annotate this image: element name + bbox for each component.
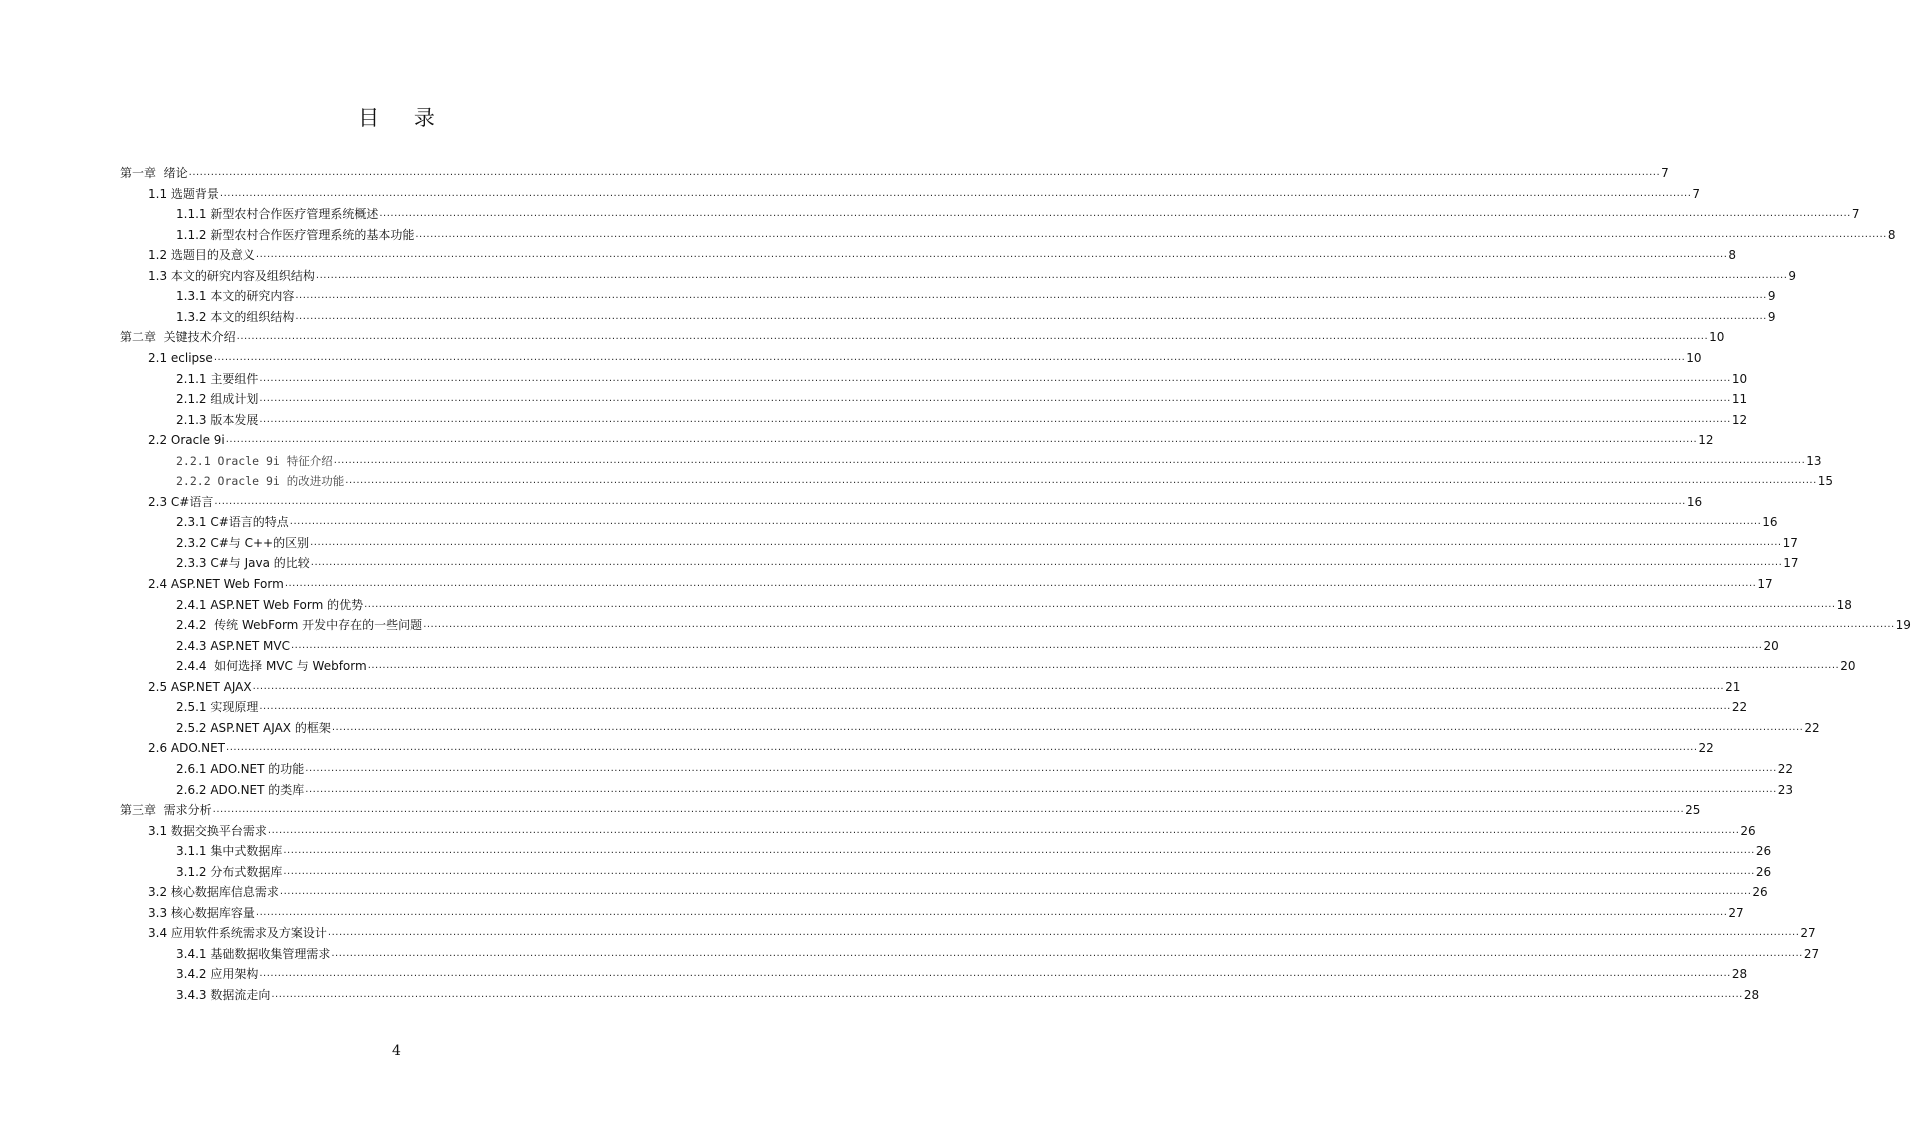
toc-entry-page: 9 bbox=[1788, 268, 1797, 283]
toc-leader-dots: ................................................................................................................................................................................................................................................................................................................................................................................................................ bbox=[284, 578, 1757, 589]
toc-leader-dots: ................................................................................................................................................................................................................................................................................................................................................................................................................ bbox=[345, 475, 1817, 487]
toc-leader-dots: ................................................................................................................................................................................................................................................................................................................................................................................................................ bbox=[333, 454, 1806, 466]
toc-leader-dots: ................................................................................................................................................................................................................................................................................................................................................................................................................ bbox=[255, 249, 1728, 261]
toc-entry-label: 1.3.1 本文的研究内容 bbox=[176, 289, 295, 304]
toc-entry[interactable] bbox=[148, 263, 1797, 283]
toc-entry-label: 2.4.1 ASP.NET Web Form 的优势 bbox=[176, 597, 364, 612]
toc-entry-page: 22 bbox=[1777, 761, 1794, 776]
toc-leader-dots: ................................................................................................................................................................................................................................................................................................................................................................................................................ bbox=[259, 393, 1731, 405]
toc-entry-page: 27 bbox=[1728, 905, 1744, 920]
toc-entry-page: 17 bbox=[1782, 535, 1798, 550]
toc-entry-page: 18 bbox=[1836, 597, 1852, 612]
toc-entry-page: 15 bbox=[1817, 474, 1834, 489]
toc-entry-page: 10 bbox=[1731, 371, 1748, 386]
toc-entry[interactable] bbox=[176, 982, 1760, 1002]
toc-entry[interactable] bbox=[176, 407, 1748, 427]
toc-entry-page: 26 bbox=[1755, 864, 1772, 879]
toc-entry-label: 3.2 核心数据库信息需求 bbox=[148, 885, 279, 900]
toc-leader-dots: ................................................................................................................................................................................................................................................................................................................................................................................................................ bbox=[259, 413, 1731, 425]
toc-entry-page: 7 bbox=[1851, 207, 1860, 222]
toc-entry[interactable] bbox=[176, 550, 1799, 571]
toc-leader-dots: ................................................................................................................................................................................................................................................................................................................................................................................................................ bbox=[415, 228, 1887, 240]
toc-entry-page: 23 bbox=[1777, 782, 1794, 797]
toc-leader-dots: ................................................................................................................................................................................................................................................................................................................................................................................................................ bbox=[423, 619, 1895, 631]
toc-entry-label: 2.6.1 ADO.NET 的功能 bbox=[176, 761, 305, 776]
toc-entry-label: 2.4.4 如何选择 MVC 与 Webform bbox=[176, 659, 367, 674]
toc-entry[interactable] bbox=[176, 859, 1772, 879]
toc-leader-dots: ................................................................................................................................................................................................................................................................................................................................................................................................................ bbox=[283, 865, 1755, 877]
toc-entry[interactable] bbox=[176, 222, 1896, 242]
toc-entry-label: 2.3.1 C#语言的特点 bbox=[176, 515, 289, 530]
toc-entry[interactable] bbox=[176, 283, 1776, 304]
toc-entry[interactable] bbox=[176, 530, 1798, 550]
toc-entry-page: 7 bbox=[1661, 166, 1669, 180]
toc-entry-label: 1.3.2 本文的组织结构 bbox=[176, 309, 295, 324]
toc-entry-page: 16 bbox=[1686, 494, 1703, 509]
toc-entry[interactable] bbox=[176, 592, 1852, 612]
toc-entry[interactable] bbox=[148, 571, 1773, 591]
toc-leader-dots: ................................................................................................................................................................................................................................................................................................................................................................................................................ bbox=[295, 290, 1767, 302]
toc-entry[interactable] bbox=[148, 900, 1744, 920]
toc-entry-label: 2.4.2 传统 WebForm 开发中存在的一些问题 bbox=[176, 618, 423, 633]
toc-entry[interactable] bbox=[120, 324, 1725, 345]
toc-leader-dots: ................................................................................................................................................................................................................................................................................................................................................................................................................ bbox=[315, 269, 1788, 281]
toc-leader-dots: ................................................................................................................................................................................................................................................................................................................................................................................................................ bbox=[226, 742, 1698, 754]
toc-entry[interactable] bbox=[176, 715, 1820, 735]
toc-leader-dots: ................................................................................................................................................................................................................................................................................................................................................................................................................ bbox=[267, 824, 1740, 836]
toc-entry-label: 2.3 C#语言 bbox=[148, 494, 214, 509]
toc-entry-label: 1.2 选题目的及意义 bbox=[148, 248, 255, 263]
toc-entry[interactable] bbox=[176, 612, 1911, 633]
toc-leader-dots: ................................................................................................................................................................................................................................................................................................................................................................................................................ bbox=[295, 310, 1767, 322]
toc-entry[interactable] bbox=[148, 879, 1768, 900]
toc-entry-page: 28 bbox=[1743, 988, 1760, 1002]
toc-entry-page: 27 bbox=[1800, 926, 1816, 941]
toc-entry[interactable] bbox=[176, 941, 1820, 961]
toc-leader-dots: ................................................................................................................................................................................................................................................................................................................................................................................................................ bbox=[236, 331, 1709, 343]
toc-entry[interactable] bbox=[176, 448, 1822, 468]
toc-entry-page: 20 bbox=[1840, 659, 1856, 674]
toc-entry[interactable] bbox=[148, 489, 1703, 509]
toc-entry[interactable] bbox=[176, 838, 1772, 859]
toc-entry[interactable] bbox=[176, 468, 1834, 489]
toc-entry-label: 2.2 Oracle 9i bbox=[148, 433, 225, 448]
toc-entry-label: 3.4.1 基础数据收集管理需求 bbox=[176, 946, 331, 961]
toc-entry[interactable] bbox=[176, 201, 1860, 222]
toc-entry[interactable] bbox=[176, 653, 1856, 674]
toc-leader-dots: ................................................................................................................................................................................................................................................................................................................................................................................................................ bbox=[271, 989, 1743, 1000]
toc-entry-label: 第二章 关键技术介绍 bbox=[120, 330, 236, 345]
toc-entry-label: 2.5.2 ASP.NET AJAX 的框架 bbox=[176, 720, 331, 735]
toc-entry-label: 3.1 数据交换平台需求 bbox=[148, 823, 267, 838]
toc-leader-dots: ................................................................................................................................................................................................................................................................................................................................................................................................................ bbox=[364, 598, 1836, 610]
toc-leader-dots: ................................................................................................................................................................................................................................................................................................................................................................................................................ bbox=[279, 886, 1752, 898]
toc-entry[interactable] bbox=[148, 345, 1702, 365]
toc-entry-page: 9 bbox=[1767, 289, 1776, 304]
toc-entry-label: 3.4.3 数据流走向 bbox=[176, 988, 271, 1002]
toc-leader-dots: ................................................................................................................................................................................................................................................................................................................................................................................................................ bbox=[252, 680, 1725, 692]
toc-entry[interactable] bbox=[148, 735, 1714, 756]
toc-entry-page: 8 bbox=[1887, 227, 1896, 242]
toc-entry-page: 26 bbox=[1752, 885, 1768, 900]
toc-entry[interactable] bbox=[176, 366, 1748, 386]
toc-entry[interactable] bbox=[148, 427, 1714, 448]
toc-entry-page: 10 bbox=[1686, 350, 1702, 365]
toc-entry-label: 2.4 ASP.NET Web Form bbox=[148, 577, 284, 591]
toc-entry-page: 12 bbox=[1698, 433, 1714, 448]
toc-leader-dots: ................................................................................................................................................................................................................................................................................................................................................................................................................ bbox=[331, 947, 1803, 959]
toc-entry[interactable] bbox=[176, 756, 1794, 776]
toc-entry-label: 第三章 需求分析 bbox=[120, 803, 212, 818]
toc-entry-label: 2.1.2 组成计划 bbox=[176, 392, 259, 407]
toc-entry-page: 19 bbox=[1895, 618, 1911, 633]
toc-entry[interactable] bbox=[176, 633, 1779, 653]
toc-leader-dots: ................................................................................................................................................................................................................................................................................................................................................................................................................ bbox=[291, 639, 1763, 651]
toc-leader-dots: ................................................................................................................................................................................................................................................................................................................................................................................................................ bbox=[259, 968, 1731, 980]
toc-entry-label: 3.1.2 分布式数据库 bbox=[176, 864, 283, 879]
toc-entry-page: 8 bbox=[1728, 248, 1737, 263]
toc-leader-dots: ................................................................................................................................................................................................................................................................................................................................................................................................................ bbox=[212, 804, 1685, 816]
toc-entry-label: 3.4.2 应用架构 bbox=[176, 967, 259, 982]
toc-entry-page: 9 bbox=[1767, 309, 1776, 324]
toc-leader-dots: ................................................................................................................................................................................................................................................................................................................................................................................................................ bbox=[305, 762, 1777, 774]
toc-entry[interactable] bbox=[148, 242, 1737, 263]
toc-leader-dots: ................................................................................................................................................................................................................................................................................................................................................................................................................ bbox=[310, 557, 1783, 569]
toc-entry-page: 22 bbox=[1698, 741, 1714, 756]
toc-leader-dots: ................................................................................................................................................................................................................................................................................................................................................................................................................ bbox=[367, 660, 1840, 672]
toc-entry-label: 2.1.3 版本发展 bbox=[176, 412, 259, 427]
toc-entry-label: 3.1.1 集中式数据库 bbox=[176, 844, 283, 859]
toc-entry[interactable] bbox=[176, 777, 1794, 797]
toc-entry-page: 12 bbox=[1731, 412, 1748, 427]
toc-leader-dots: ................................................................................................................................................................................................................................................................................................................................................................................................................ bbox=[214, 495, 1686, 507]
toc-entry-label: 2.1.1 主要组件 bbox=[176, 371, 259, 386]
toc-entry-label: 1.1.1 新型农村合作医疗管理系统概述 bbox=[176, 207, 379, 222]
toc-entry-label: 2.3.2 C#与 C++的区别 bbox=[176, 535, 310, 550]
toc-entry-label: 3.4 应用软件系统需求及方案设计 bbox=[148, 926, 327, 941]
toc-entry-page: 22 bbox=[1731, 700, 1748, 715]
toc-entry-page: 28 bbox=[1731, 967, 1748, 982]
toc-entry-page: 17 bbox=[1783, 556, 1799, 571]
toc-entry-page: 10 bbox=[1709, 330, 1725, 345]
toc-entry-page: 16 bbox=[1762, 515, 1778, 530]
toc-entry[interactable] bbox=[176, 304, 1776, 324]
toc-entry[interactable] bbox=[176, 386, 1748, 407]
toc-entry-label: 2.6.2 ADO.NET 的类库 bbox=[176, 782, 305, 797]
toc-entry-label: 2.5.1 实现原理 bbox=[176, 700, 259, 715]
toc-entry-label: 2.4.3 ASP.NET MVC bbox=[176, 638, 290, 653]
toc-entry-page: 27 bbox=[1803, 946, 1820, 961]
toc-entry-label: 2.2.2 Oracle 9i 的改进功能 bbox=[176, 474, 345, 489]
toc-entry-label: 2.5 ASP.NET AJAX bbox=[148, 679, 252, 694]
toc-entry[interactable] bbox=[176, 961, 1748, 982]
toc-entry-label: 1.3 本文的研究内容及组织结构 bbox=[148, 268, 315, 283]
toc-leader-dots: ................................................................................................................................................................................................................................................................................................................................................................................................................ bbox=[289, 516, 1762, 528]
page-number: 4 bbox=[392, 1043, 401, 1059]
toc-title: 目 录 bbox=[358, 106, 449, 130]
toc-leader-dots: ................................................................................................................................................................................................................................................................................................................................................................................................................ bbox=[379, 208, 1851, 220]
toc-leader-dots: ................................................................................................................................................................................................................................................................................................................................................................................................................ bbox=[305, 783, 1777, 795]
toc-entry-page: 26 bbox=[1755, 844, 1772, 859]
toc-entry-label: 第一章 绪论 bbox=[120, 166, 188, 180]
toc-leader-dots: ................................................................................................................................................................................................................................................................................................................................................................................................................ bbox=[327, 927, 1800, 939]
toc-leader-dots: ................................................................................................................................................................................................................................................................................................................................................................................................................ bbox=[219, 187, 1692, 199]
toc-entry-page: 26 bbox=[1740, 823, 1756, 838]
toc-entry-page: 25 bbox=[1685, 803, 1701, 818]
toc-leader-dots: ................................................................................................................................................................................................................................................................................................................................................................................................................ bbox=[259, 372, 1731, 384]
toc-leader-dots: ................................................................................................................................................................................................................................................................................................................................................................................................................ bbox=[310, 536, 1782, 548]
toc-leader-dots: ................................................................................................................................................................................................................................................................................................................................................................................................................ bbox=[331, 721, 1804, 733]
toc-entry[interactable] bbox=[120, 797, 1701, 818]
toc-entry[interactable] bbox=[148, 181, 1701, 201]
toc-entry-page: 17 bbox=[1757, 577, 1773, 591]
toc-entry-page: 20 bbox=[1763, 638, 1779, 653]
toc-entry-page: 13 bbox=[1806, 453, 1822, 468]
toc-leader-dots: ................................................................................................................................................................................................................................................................................................................................................................................................................ bbox=[225, 434, 1698, 446]
toc-entry-page: 22 bbox=[1804, 720, 1820, 735]
toc-entry-label: 1.1 选题背景 bbox=[148, 186, 219, 201]
toc-leader-dots: ................................................................................................................................................................................................................................................................................................................................................................................................................ bbox=[259, 701, 1731, 713]
toc-entry[interactable] bbox=[120, 160, 1669, 180]
toc-entry-page: 11 bbox=[1731, 392, 1748, 407]
toc-entry[interactable] bbox=[148, 674, 1741, 694]
toc-entry-label: 2.6 ADO.NET bbox=[148, 741, 226, 756]
toc-entry-page: 21 bbox=[1725, 679, 1741, 694]
toc-entry[interactable] bbox=[176, 694, 1748, 715]
toc-leader-dots: ................................................................................................................................................................................................................................................................................................................................................................................................................ bbox=[213, 351, 1686, 363]
toc-entry[interactable] bbox=[148, 920, 1816, 941]
toc-leader-dots: ................................................................................................................................................................................................................................................................................................................................................................................................................ bbox=[255, 906, 1728, 918]
toc-entry[interactable] bbox=[148, 818, 1756, 838]
toc-entry-page: 7 bbox=[1692, 186, 1701, 201]
toc-entry-label: 1.1.2 新型农村合作医疗管理系统的基本功能 bbox=[176, 227, 415, 242]
toc-entry[interactable] bbox=[176, 509, 1778, 530]
toc-entry-label: 2.1 eclipse bbox=[148, 350, 213, 365]
toc-entry-label: 2.2.1 Oracle 9i 特征介绍 bbox=[176, 453, 333, 468]
toc-entry-label: 2.3.3 C#与 Java 的比较 bbox=[176, 556, 310, 571]
toc-leader-dots: ................................................................................................................................................................................................................................................................................................................................................................................................................ bbox=[283, 845, 1755, 857]
toc-entry-label: 3.3 核心数据库容量 bbox=[148, 905, 255, 920]
toc-leader-dots: ................................................................................................................................................................................................................................................................................................................................................................................................................ bbox=[188, 167, 1661, 178]
